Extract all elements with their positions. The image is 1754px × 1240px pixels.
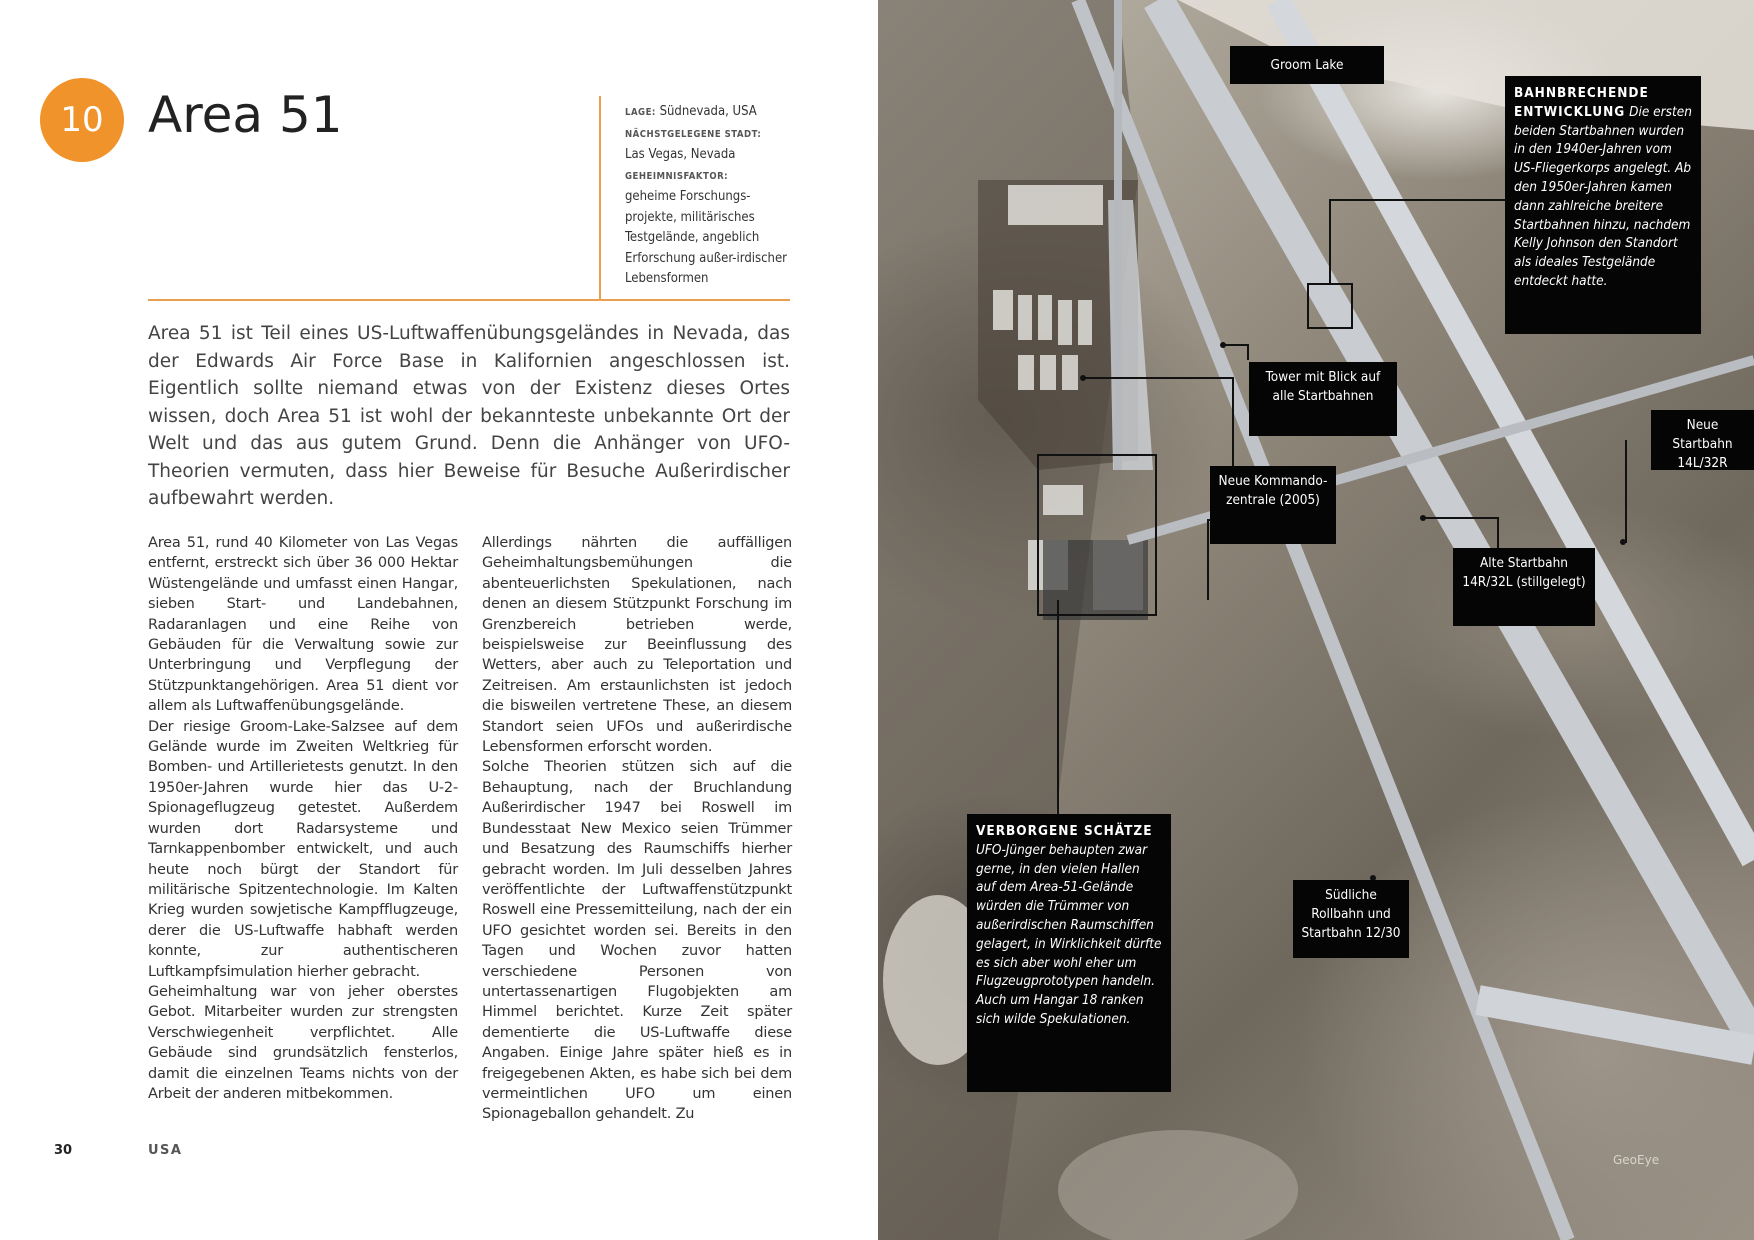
label-kommandozentrale: Neue Kommando-zentrale (2005)	[1210, 466, 1336, 544]
label-groom-lake: Groom Lake	[1230, 46, 1384, 84]
header-divider	[148, 299, 790, 301]
label-tower: Tower mit Blick auf alle Startbahnen	[1249, 362, 1397, 436]
section-label: USA	[148, 1143, 183, 1158]
fact-box	[625, 102, 795, 290]
fact-value: geheime Forschungs-projekte, militärisches Testgelände, angeblich Erforschung außer-irdischer Lebensformen	[625, 189, 787, 286]
body-paragraph: Area 51, rund 40 Kilometer von Las Vegas entfernt, erstreckt sich über 36 000 Hektar Wüstengelände und umfasst einen Hangar, sieben Start- und Landebahnen, Radaranlagen und eine Reihe von Gebäuden für die Verwaltung sowie zur Unterbringung und Verpflegung der Stützpunktangehörigen. Area 51 dient vor allem als Luftwaffenübungsgelände.	[148, 535, 458, 715]
body-paragraph: Allerdings nährten die auffälligen Geheimhaltungsbemühungen die abenteuerlichsten Spekulationen, nach denen an diesem Stützpunkt Forschung im Grenzbereich betrieben werde, beispielsweise zur Beeinflussung des Wetters, aber auch zu Teleportation und Zeitreisen. Am erstaunlichsten ist jedoch die bisweilen vertretene These, an diesem Standort seien UFOs und außerirdische Lebensformen erforscht worden.	[482, 535, 792, 756]
chapter-number-badge: 10	[40, 78, 124, 162]
label-suedliche-rollbahn: Südliche Rollbahn und Startbahn 12/30	[1293, 880, 1409, 958]
body-paragraph: Der riesige Groom-Lake-Salzsee auf dem Gelände wurde im Zweiten Weltkrieg für Bomben- und Artillerietests genutzt. In den 1950er-Jahren wurde hier das U-2-Spionageflugzeug getestet. Außerdem wurden dort Radarsysteme und Tarnkappenbomber entwickelt, und auch heute noch bürgt der Standort für militärische Spitzentechnologie. Im Kalten Krieg wurden sowjetische Kampfflugzeuge, derer die US-Luftwaffe habhaft werden konnte, zur authentischeren Luftkampfsimulation hierher gebracht.	[148, 718, 458, 980]
page-number: 30	[54, 1143, 73, 1158]
fact-mystery-factor	[625, 166, 795, 290]
page-title: Area 51	[148, 86, 343, 144]
note-heading: BAHNBRECHENDE ENTWICKLUNG	[1514, 85, 1649, 120]
fact-value: Südnevada, USA	[659, 104, 757, 119]
note-heading: VERBORGENE SCHÄTZE	[976, 823, 1153, 839]
label-neue-startbahn: Neue Startbahn 14L/32R	[1651, 410, 1754, 470]
fact-label: NÄCHSTGELEGENE STADT:	[625, 128, 762, 140]
fact-label: GEHEIMNISFAKTOR:	[625, 170, 729, 182]
note-verborgene-schaetze	[967, 814, 1171, 1092]
fact-value: Las Vegas, Nevada	[625, 147, 736, 162]
body-column-2	[482, 533, 792, 1125]
body-column-1	[148, 533, 458, 1104]
photo-credit: GeoEye	[1613, 1153, 1660, 1167]
lead-paragraph: Area 51 ist Teil eines US-Luftwaffenübungsgeländes in Nevada, das der Edwards Air Force Base in Kalifornien angeschlossen ist. Eigentlich sollte niemand etwas von der Existenz dieses Ortes wissen, doch Area 51 ist wohl der bekannteste unbekannte Ort der Welt und das aus gutem Grund. Denn die Anhänger von UFO-Theorien vermuten, dass hier Beweise für Besuche Außerirdischer aufbewahrt werden.	[148, 323, 790, 509]
fact-nearest-city	[625, 124, 795, 166]
note-text: UFO-Jünger behaupten zwar gerne, in den vielen Hallen auf dem Area-51-Gelände würden die Trümmer von außerirdischen Raumschiffen gelagert, in Wirklichkeit dürfte es sich aber wohl eher um Flugzeugprototypen handeln. Auch um Hangar 18 ranken sich wilde Spekulationen.	[976, 841, 1162, 1027]
fact-divider	[599, 96, 601, 300]
note-bahnbrechende-entwicklung	[1505, 76, 1701, 334]
note-text: Die ersten beiden Startbahnen wurden in den 1940er-Jahren vom US-Fliegerkorps angelegt. Ab den 1950er-Jahren kamen dann zahlreiche breitere Startbahnen hinzu, nachdem Kelly Johnson den Standort als ideales Testgelände entdeckt hatte.	[1514, 103, 1692, 289]
body-paragraph: Geheimhaltung war von jeher oberstes Gebot. Mitarbeiter wurden zur strengsten Verschwiegenheit verpflichtet. Alle Gebäude sind grundsätzlich fensterlos, damit die einzelnen Teams nichts von der Arbeit der anderen mitbekommen.	[148, 983, 458, 1102]
fact-label: LAGE:	[625, 107, 656, 118]
satellite-map	[878, 0, 1754, 1240]
label-alte-startbahn: Alte Startbahn 14R/32L (stillgelegt)	[1453, 548, 1595, 626]
fact-location	[625, 102, 795, 124]
body-paragraph: Solche Theorien stützen sich auf die Behauptung, nach der Bruchlandung Außerirdischer 1947 bei Roswell im Bundesstaat New Mexico seien Trümmer und Besatzung des Raumschiffs hierher gebracht worden. Im Juli desselben Jahres veröffentlichte der Luftwaffenstützpunkt Roswell eine Pressemitteilung, nach der ein UFO gesichtet worden sei. Bereits in den Tagen und Wochen zuvor hatten verschiedene Personen von untertassenartigen Flugobjekten am Himmel berichtet. Kurze Zeit später dementierte die US-Luftwaffe diese Angaben. Einige Jahre später hieß es in freigegebenen Akten, es habe sich bei dem vermeintlichen UFO um einen Spionageballon gehandelt. Zu	[482, 759, 792, 1123]
